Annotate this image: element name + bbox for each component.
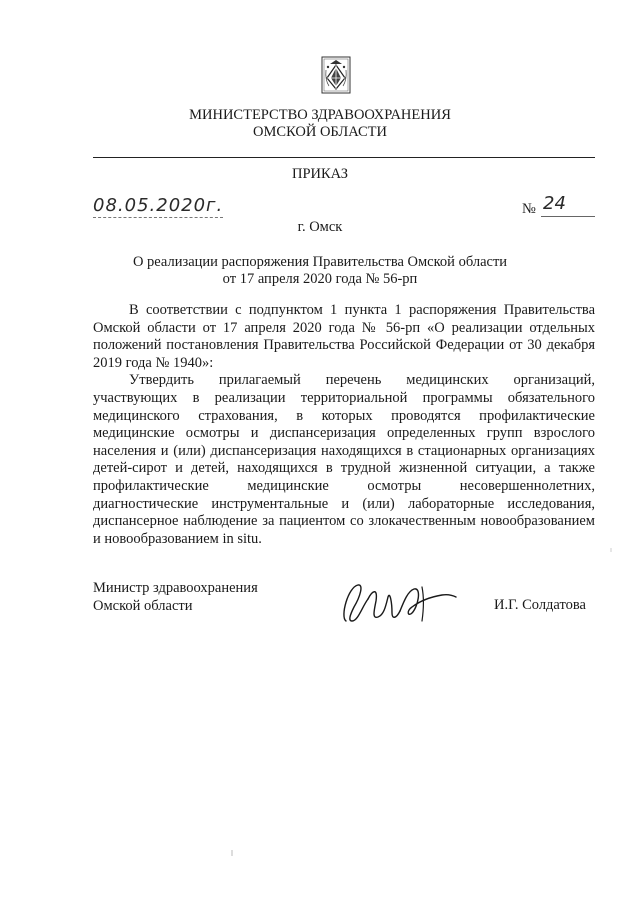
signatory-title-line1: Министр здравоохранения: [93, 580, 258, 596]
header-divider: [93, 157, 595, 158]
coat-of-arms-icon: [321, 56, 351, 94]
order-body: [93, 302, 595, 548]
order-city: г. Омск: [297, 219, 343, 235]
signatory-title-line2: Омской области: [93, 598, 193, 614]
number-underline: [541, 216, 595, 217]
ministry-line1: МИНИСТЕРСТВО ЗДРАВООХРАНЕНИЯ: [189, 107, 451, 123]
subject-line1: О реализации распоряжения Правительства Омской области: [132, 254, 508, 270]
handwritten-signature-icon: [338, 577, 460, 629]
order-number-sign: №: [522, 201, 536, 217]
order-number: 24: [543, 193, 566, 214]
date-underline: [93, 217, 223, 218]
ministry-line2: ОМСКОЙ ОБЛАСТИ: [253, 124, 387, 140]
order-date: 08.05.2020г.: [93, 195, 224, 216]
ministry-heading: [0, 107, 640, 141]
signatory-title: [93, 579, 258, 615]
body-paragraph-1: В соответствии с подпунктом 1 пункта 1 распоряжения Правительства Омской области от 17 апреля 2020 года № 56-рп «О реализации отдельных положений постановления Правительства Российской Федерации от 30 декабря 2019 года № 1940»:: [93, 302, 595, 371]
subject-line2: от 17 апреля 2020 года № 56-рп: [222, 271, 418, 287]
order-title: ПРИКАЗ: [291, 166, 349, 182]
signatory-name: И.Г. Солдатова: [494, 597, 586, 613]
order-subject: [0, 254, 640, 288]
body-paragraph-2: Утвердить прилагаемый перечень медицинских организаций, участвующих в реализации территориальной программы обязательного медицинского страхования, в которых проводятся профилактические медицинские осмотры и диспансеризация определенных групп взрослого населения и (или) диспансеризация находящихся в стационарных организациях детей-сирот и детей, находящихся в трудной жизненной ситуации, а также профилактические медицинские осмотры несовершеннолетних, диагностические инструментальные и (или) лабораторные исследования, диспансерное наблюдение за пациентом со злокачественным новообразованием и новообразованием in situ.: [93, 372, 595, 547]
